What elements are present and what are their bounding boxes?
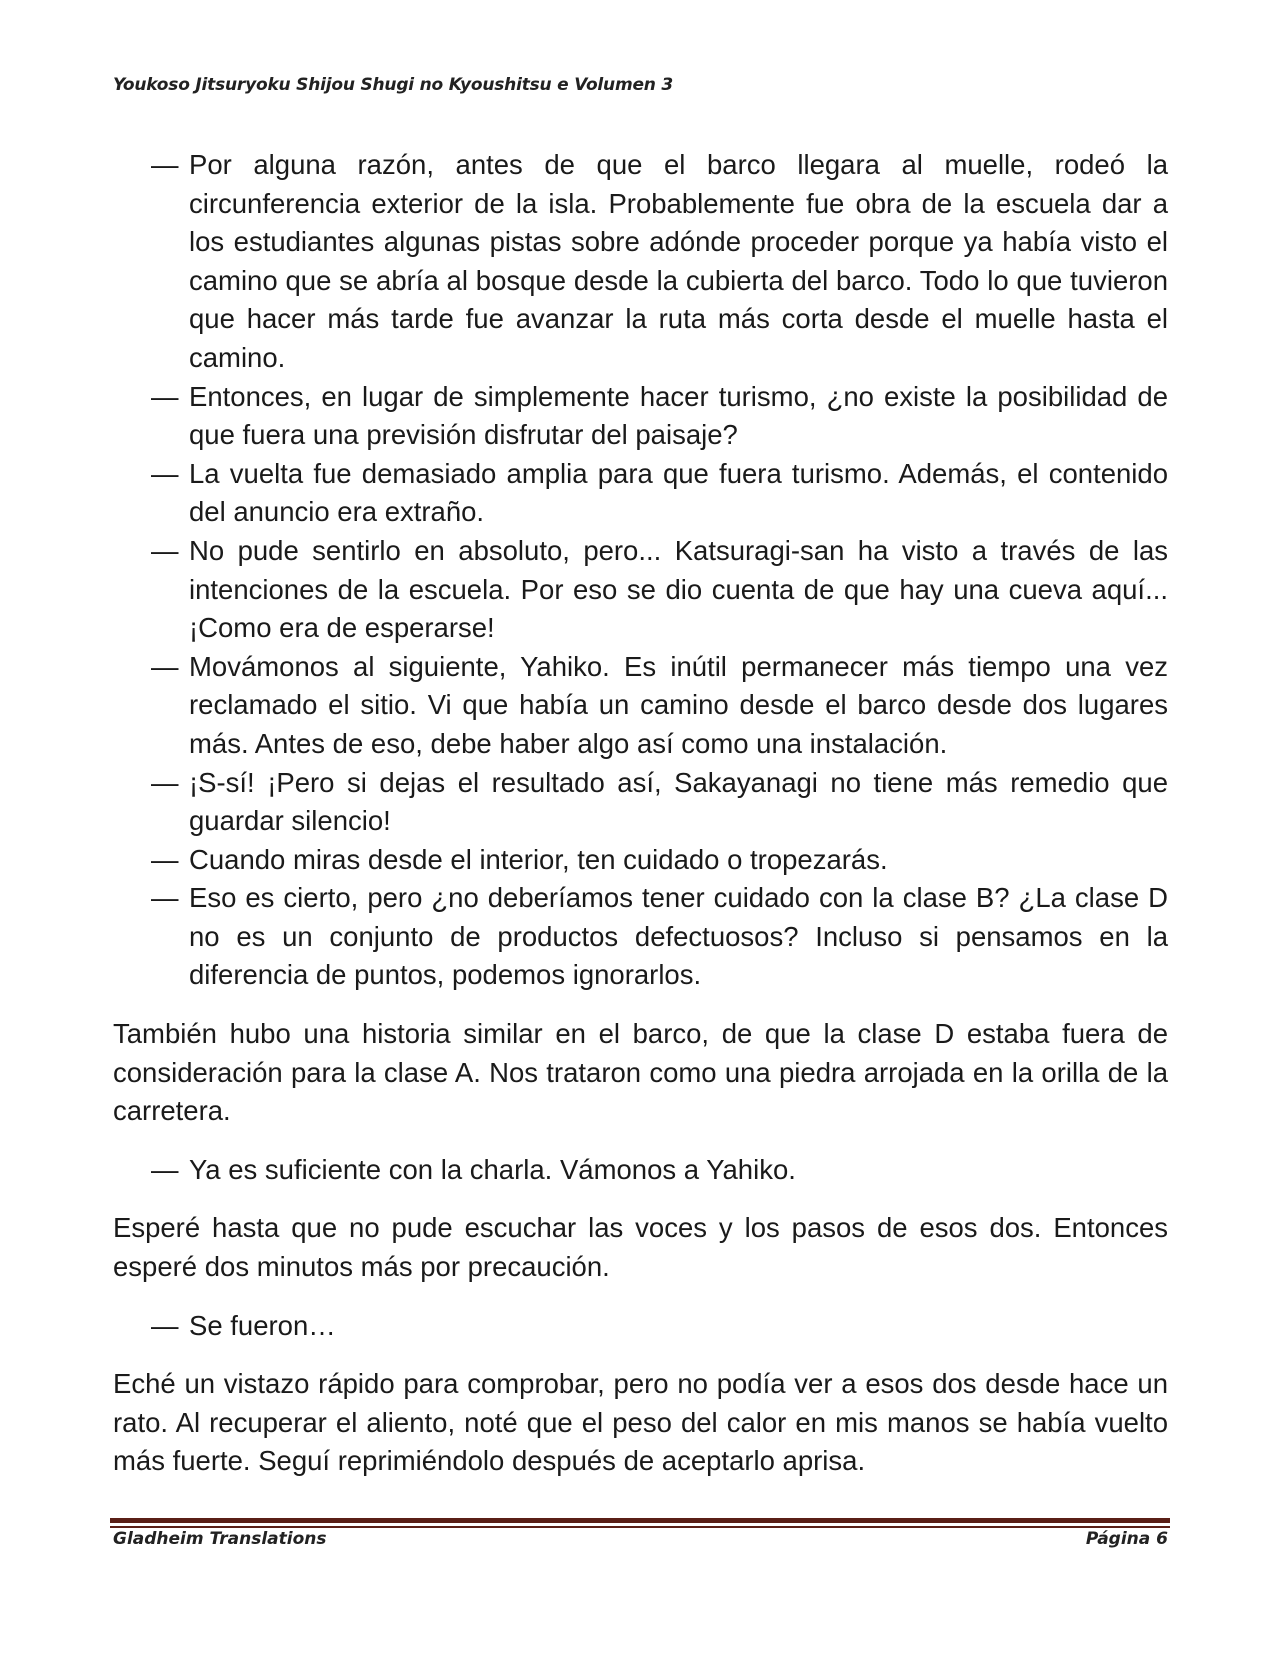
dialogue-line: [151, 841, 1168, 880]
page-header-title: Youkoso Jitsuryoku Shijou Shugi no Kyoushitsu e Volumen 3: [113, 75, 674, 95]
footer-divider-thin: [110, 1526, 1170, 1528]
dialogue-dash: —: [151, 843, 179, 875]
dialogue-text: Movámonos al siguiente, Yahiko. Es inútil permanecer más tiempo una vez reclamado el sitio. Vi que había un camino desde el barco desde dos lugares más. Antes de eso, debe haber algo así como una instalación.: [189, 650, 1168, 759]
dialogue-dash: —: [151, 650, 179, 682]
dialogue-text: Eso es cierto, pero ¿no deberíamos tener cuidado con la clase B? ¿La clase D no es un conjunto de productos defectuosos? Incluso si pensamos en la diferencia de puntos, podemos ignorarlos.: [189, 882, 1168, 991]
dialogue-text: Cuando miras desde el interior, ten cuidado o tropezarás.: [189, 843, 888, 875]
dialogue-dash: —: [151, 766, 179, 798]
dialogue-line: [151, 764, 1168, 841]
footer-credit: Gladheim Translations: [113, 1529, 327, 1549]
dialogue-line: [151, 1151, 1168, 1190]
dialogue-dash: —: [151, 457, 179, 489]
dialogue-dash: —: [151, 380, 179, 412]
footer-divider-thick: [110, 1518, 1170, 1523]
dialogue-line: [151, 146, 1168, 378]
dialogue-dash: —: [151, 1153, 179, 1185]
dialogue-text: Entonces, en lugar de simplemente hacer turismo, ¿no existe la posibilidad de que fuera una previsión disfrutar del paisaje?: [189, 380, 1168, 451]
dialogue-line: [151, 455, 1168, 532]
narration-paragraph: Eché un vistazo rápido para comprobar, pero no podía ver a esos dos desde hace un rato. Al recuperar el aliento, noté que el peso del calor en mis manos se había vuelto más fuerte. Seguí reprimiéndolo después de aceptarlo aprisa.: [113, 1368, 1168, 1477]
dialogue-text: La vuelta fue demasiado amplia para que fuera turismo. Además, el contenido del anuncio era extraño.: [189, 457, 1168, 528]
narration-paragraph: Esperé hasta que no pude escuchar las voces y los pasos de esos dos. Entonces esperé dos minutos más por precaución.: [113, 1212, 1168, 1283]
dialogue-dash: —: [151, 149, 179, 180]
dialogue-text: Por alguna razón, antes de que el barco llegara al muelle, rodeó la circunferencia exterior de la isla. Probablemente fue obra de la escuela dar a los estudiantes algunas pistas sobre adónde proceder porque ya había visto el camino que se abría al bosque desde la cubierta del barco. Todo lo que tuvieron que hacer más tarde fue avanzar la ruta más corta desde el muelle hasta el camino.: [189, 149, 1168, 373]
page-number: Página 6: [1085, 1529, 1168, 1549]
dialogue-text: No pude sentirlo en absoluto, pero... Katsuragi-san ha visto a través de las intenciones de la escuela. Por eso se dio cuenta de que hay una cueva aquí... ¡Como era de esperarse!: [189, 534, 1168, 644]
dialogue-dash: —: [151, 534, 179, 566]
dialogue-text: ¡S-sí! ¡Pero si dejas el resultado así, Sakayanagi no tiene más remedio que guardar silencio!: [189, 766, 1168, 837]
dialogue-line: [151, 648, 1168, 764]
dialogue-line: [151, 879, 1168, 995]
dialogue-line: [151, 1307, 1168, 1346]
page-body: [113, 146, 1168, 1481]
dialogue-dash: —: [151, 882, 179, 914]
dialogue-dash: —: [151, 1309, 179, 1341]
dialogue-text: Se fueron…: [189, 1309, 336, 1341]
dialogue-text: Ya es suficiente con la charla. Vámonos a Yahiko.: [189, 1153, 796, 1185]
dialogue-line: [151, 378, 1168, 455]
dialogue-line: [151, 532, 1168, 648]
narration-paragraph: También hubo una historia similar en el barco, de que la clase D estaba fuera de consideración para la clase A. Nos trataron como una piedra arrojada en la orilla de la carretera.: [113, 1018, 1168, 1127]
